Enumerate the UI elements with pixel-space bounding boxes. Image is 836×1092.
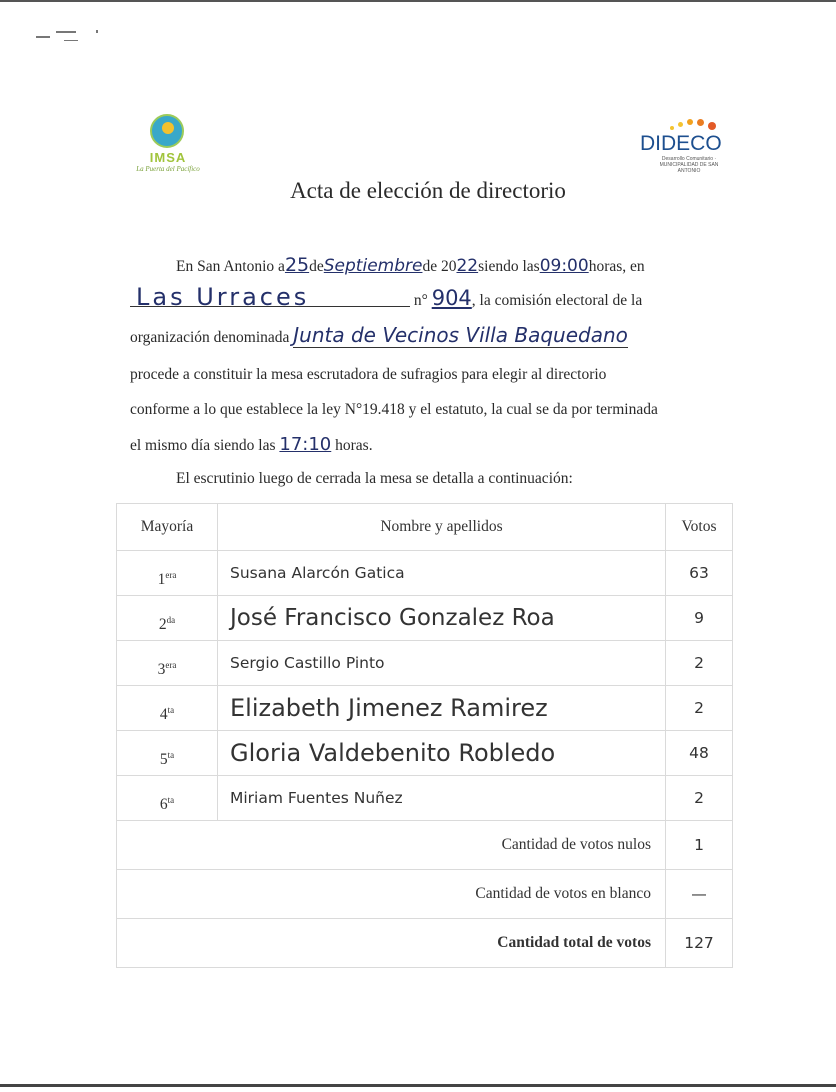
- candidate-name: Miriam Fuentes Nuñez: [218, 776, 666, 821]
- text: el mismo día siendo las: [130, 437, 276, 454]
- scan-speck: [56, 31, 76, 33]
- header-mayoria: Mayoría: [117, 504, 218, 551]
- text: , la comisión electoral de la: [471, 292, 643, 309]
- candidate-name: José Francisco Gonzalez Roa: [218, 596, 666, 641]
- imsa-tagline: La Puerta del Pacífico: [136, 165, 200, 173]
- paragraph-line-4: procede a constituir la mesa escrutadora de sufragios para elegir al directorio: [130, 366, 607, 383]
- rank-cell: $6^{ta}$: [117, 776, 218, 821]
- nulos-label: Cantidad de votos nulos: [117, 821, 666, 870]
- table-row: [117, 641, 733, 686]
- candidate-name: Gloria Valdebenito Robledo: [218, 731, 666, 776]
- scan-bottom-edge: [0, 1084, 836, 1087]
- candidate-name: Susana Alarcón Gatica: [218, 551, 666, 596]
- total-value: 127: [666, 919, 733, 968]
- handwritten-organization: Junta de Vecinos Villa Baquedano: [293, 323, 628, 347]
- handwritten-month: Septiembre: [323, 256, 423, 276]
- handwritten-day: 25: [284, 254, 310, 276]
- blanco-row: [117, 870, 733, 919]
- header-votos: Votos: [666, 504, 733, 551]
- imsa-logo-text: IMSA: [149, 150, 187, 165]
- text: En San Antonio a: [176, 258, 285, 275]
- sun-icon: [162, 122, 174, 134]
- candidate-votes: 9: [666, 596, 733, 641]
- text: organización denominada: [130, 329, 290, 346]
- paragraph-line-2: [130, 283, 730, 311]
- candidate-name: Elizabeth Jimenez Ramirez: [218, 686, 666, 731]
- dideco-subtitle: Desarrollo Comunitario · MUNICIPALIDAD DE SAN ANTONIO: [659, 156, 719, 174]
- votes-table: [116, 503, 733, 968]
- dideco-dots-icon: [670, 118, 720, 132]
- rank-cell: $3^{era}$: [117, 641, 218, 686]
- text: horas.: [335, 437, 373, 454]
- candidate-votes: 2: [666, 686, 733, 731]
- header-nombre: Nombre y apellidos: [218, 504, 666, 551]
- text: de: [309, 258, 324, 275]
- blanco-label: Cantidad de votos en blanco: [117, 870, 666, 919]
- table-row: [117, 776, 733, 821]
- nulos-value: 1: [666, 821, 733, 870]
- table-row: [117, 686, 733, 731]
- candidate-name: Sergio Castillo Pinto: [218, 641, 666, 686]
- rank-cell: $2^{da}$: [117, 596, 218, 641]
- candidate-votes: 48: [666, 731, 733, 776]
- handwritten-street: Las Urraces: [130, 288, 410, 307]
- text: n°: [413, 292, 428, 309]
- scan-speck: [36, 36, 50, 38]
- scan-speck: [96, 30, 98, 33]
- paragraph-line-5: conforme a lo que establece la ley N°19.418 y el estatuto, la cual se da por terminada: [130, 401, 658, 418]
- text: horas, en: [588, 258, 645, 275]
- candidate-votes: 63: [666, 551, 733, 596]
- handwritten-start-hour: 09:00: [539, 256, 589, 276]
- blanco-value: —: [666, 870, 733, 919]
- text: siendo las: [478, 258, 540, 275]
- paragraph-line-1: [176, 256, 776, 276]
- candidate-votes: 2: [666, 641, 733, 686]
- scan-top-edge: [0, 0, 836, 2]
- paragraph-line-7: El escrutinio luego de cerrada la mesa se detalla a continuación:: [176, 470, 573, 487]
- table-header-row: [117, 504, 733, 551]
- total-row: [117, 919, 733, 968]
- handwritten-year: 22: [456, 256, 479, 276]
- scan-speck: [64, 40, 78, 41]
- handwritten-end-hour: 17:10: [279, 434, 332, 455]
- imsa-logo: [128, 112, 208, 176]
- handwritten-number: 904: [431, 286, 472, 310]
- dideco-logo-text: DIDECO: [640, 132, 722, 155]
- dideco-logo: [640, 118, 720, 174]
- table-row: [117, 551, 733, 596]
- rank-cell: $1^{era}$: [117, 551, 218, 596]
- candidate-votes: 2: [666, 776, 733, 821]
- document-title: Acta de elección de directorio: [290, 178, 566, 203]
- rank-cell: $4^{ta}$: [117, 686, 218, 731]
- nulos-row: [117, 821, 733, 870]
- total-label: Cantidad total de votos: [117, 919, 666, 968]
- table-row: [117, 731, 733, 776]
- table-row: [117, 596, 733, 641]
- paragraph-line-6: [130, 436, 730, 455]
- text: de 20: [422, 258, 457, 275]
- rank-cell: $5^{ta}$: [117, 731, 218, 776]
- paragraph-line-3: [130, 323, 730, 347]
